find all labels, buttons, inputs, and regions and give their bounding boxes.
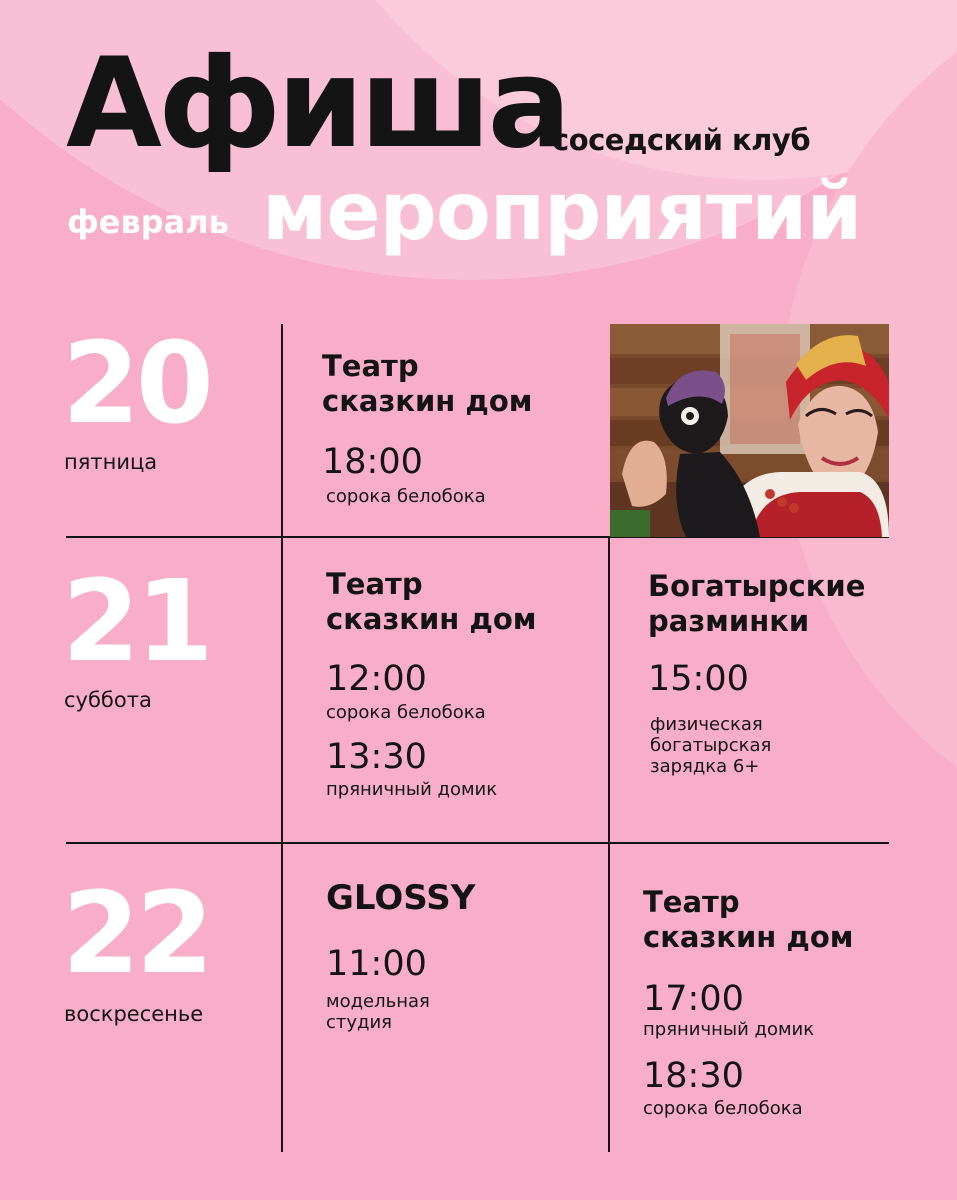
month-label: февраль	[67, 203, 229, 241]
day-number: 22	[62, 869, 210, 999]
event-title-line: Театр	[643, 885, 740, 919]
event-title-line: разминки	[648, 604, 810, 638]
event-name-line: зарядка 6+	[650, 756, 760, 777]
event-title	[322, 349, 532, 419]
event-time: 13:30	[326, 737, 427, 777]
event-name-line: богатырская	[650, 735, 772, 756]
event-title	[648, 569, 865, 639]
event-name-line: модельная	[326, 991, 430, 1012]
event-title	[326, 878, 476, 918]
event-title-line: Театр	[326, 567, 423, 601]
day-weekday: суббота	[64, 688, 152, 712]
event-name: пряничный домик	[326, 779, 498, 800]
event-name: сорока белобока	[326, 486, 486, 507]
event-name: пряничный домик	[643, 1019, 815, 1040]
event-title-line: Театр	[322, 349, 419, 383]
event-title-line: GLOSSY	[326, 878, 476, 918]
grid-divider	[281, 324, 283, 1152]
event-name-line: студия	[326, 1012, 393, 1033]
event-time: 12:00	[326, 659, 427, 699]
day-number: 20	[62, 319, 210, 449]
event-title-line: Богатырские	[648, 569, 866, 603]
poster-subtitle: мероприятий	[262, 165, 862, 258]
club-name: соседский клуб	[552, 123, 811, 157]
event-name	[650, 714, 771, 777]
event-time: 11:00	[326, 944, 427, 984]
event-name	[326, 991, 430, 1033]
event-name: сорока белобока	[643, 1098, 803, 1119]
event-photo	[610, 324, 889, 537]
event-title-line: сказкин дом	[322, 384, 533, 418]
poster-title: Афиша	[66, 32, 568, 176]
grid-divider	[608, 537, 610, 1152]
event-name: сорока белобока	[326, 702, 486, 723]
event-time: 15:00	[648, 659, 749, 699]
day-weekday: пятница	[64, 450, 158, 474]
event-name-line: физическая	[650, 714, 763, 735]
event-title-line: сказкин дом	[326, 602, 537, 636]
event-time: 17:00	[643, 979, 744, 1019]
event-title-line: сказкин дом	[643, 920, 854, 954]
event-title	[326, 567, 536, 637]
event-title	[643, 885, 853, 955]
event-time: 18:00	[322, 442, 423, 482]
event-time: 18:30	[643, 1056, 744, 1096]
day-number: 21	[62, 557, 210, 687]
puppet-theatre-photo	[610, 324, 889, 537]
grid-divider	[66, 842, 889, 844]
day-weekday: воскресенье	[64, 1002, 204, 1026]
